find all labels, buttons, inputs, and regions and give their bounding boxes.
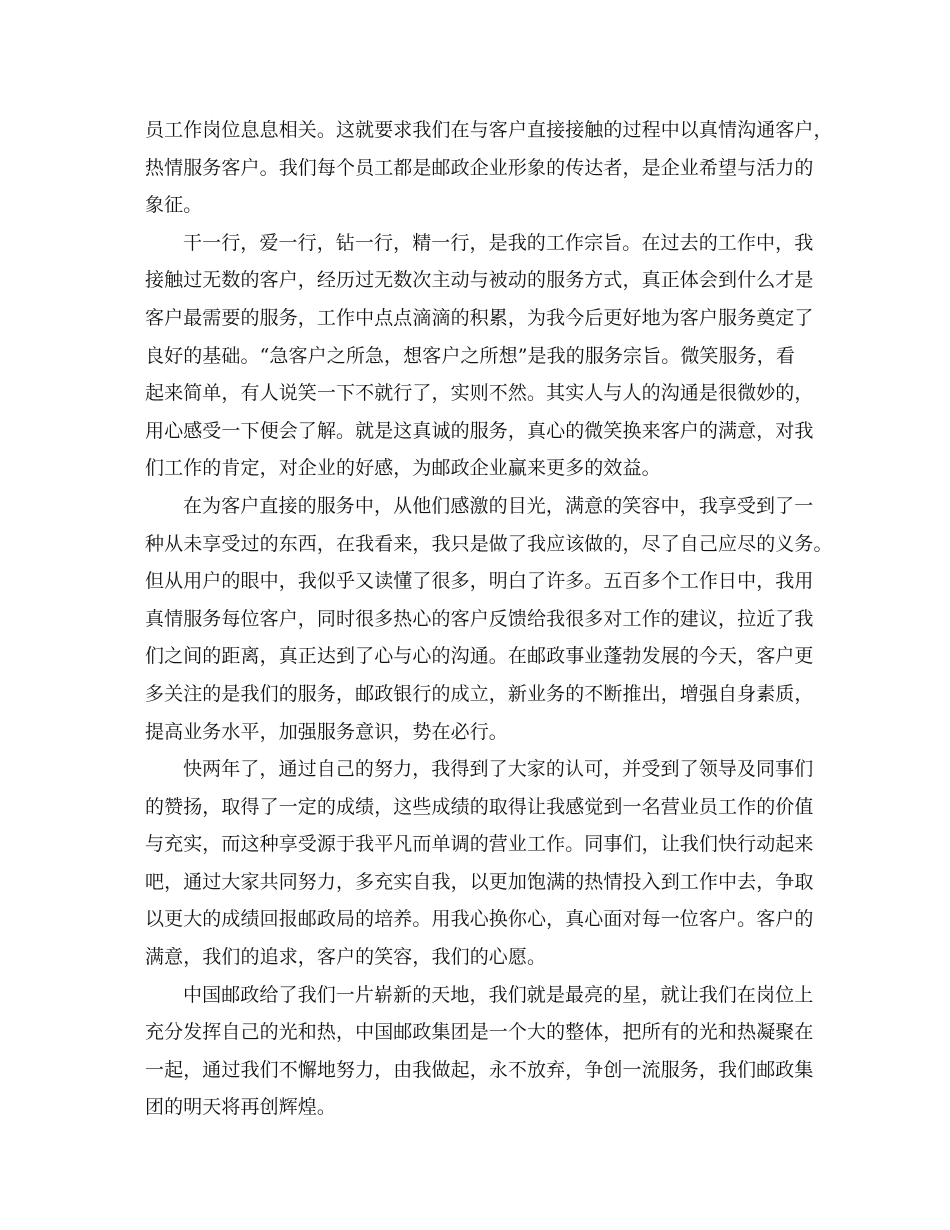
text-line: 用心感受一下便会了解。就是这真诚的服务，真心的微笑换来客户的满意，对我	[145, 419, 814, 442]
text-line: 满意，我们的追求，客户的笑容，我们的心愿。	[145, 946, 547, 969]
text-line: 充分发挥自己的光和热，中国邮政集团是一个大的整体，把所有的光和热凝聚在	[145, 1021, 814, 1044]
paragraph-5	[145, 977, 815, 1127]
text-line: 真情服务每位客户，同时很多热心的客户反馈给我很多对工作的建议，拉近了我	[145, 607, 814, 630]
text-line: 中国邮政给了我们一片崭新的天地，我们就是最亮的星，就让我们在岗位上	[183, 983, 814, 1006]
text-line: 提高业务水平，加强服务意识，势在必行。	[145, 720, 508, 743]
text-line: 们之间的距离，真正达到了心与心的沟通。在邮政事业蓬勃发展的今天，客户更	[145, 645, 814, 668]
text-line: 与充实，而这种享受源于我平凡而单调的营业工作。同事们，让我们快行动起来	[145, 833, 814, 856]
text-line: 但从用户的眼中，我似乎又读懂了很多，明白了许多。五百多个工作日中，我用	[145, 570, 814, 593]
text-line: 接触过无数的客户，经历过无数次主动与被动的服务方式，真正体会到什么才是	[145, 269, 814, 292]
text-line: 快两年了，通过自己的努力，我得到了大家的认可，并受到了领导及同事们	[183, 758, 814, 781]
text-line: 起来简单，有人说笑一下不就行了，实则不然。其实人与人的沟通是很微妙的，	[145, 382, 814, 405]
text-line: 在为客户直接的服务中，从他们感激的目光，满意的笑容中，我享受到了一	[183, 494, 814, 517]
text-line: 多关注的是我们的服务，邮政银行的成立，新业务的不断推出，增强自身素质，	[145, 682, 814, 705]
text-line: 一起，通过我们不懈地努力，由我做起，永不放弃，争创一流服务，我们邮政集	[145, 1058, 814, 1081]
paragraph-1	[145, 112, 833, 225]
paragraph-3	[145, 488, 833, 751]
text-line: 良好的基础。“急客户之所急，想客户之所想”是我的服务宗旨。微笑服务，看	[145, 344, 795, 367]
document-body	[145, 112, 833, 1127]
paragraph-2	[145, 225, 815, 488]
text-line: 客户最需要的服务，工作中点点滴滴的积累，为我今后更好地为客户服务奠定了	[145, 306, 814, 329]
text-line: 象征。	[145, 194, 203, 217]
text-line: 以更大的成绩回报邮政局的培养。用我心换你心，真心面对每一位客户。客户的	[145, 908, 814, 931]
text-line: 们工作的肯定，对企业的好感，为邮政企业赢来更多的效益。	[145, 457, 661, 480]
paragraph-4	[145, 751, 815, 977]
text-line: 的赞扬，取得了一定的成绩，这些成绩的取得让我感觉到一名营业员工作的价值	[145, 795, 814, 818]
text-line: 种从未享受过的东西，在我看来，我只是做了我应该做的，尽了自己应尽的义务。	[145, 532, 833, 555]
text-line: 员工作岗位息息相关。这就要求我们在与客户直接接触的过程中以真情沟通客户，	[145, 119, 833, 141]
text-line: 干一行，爱一行，钻一行，精一行，是我的工作宗旨。在过去的工作中，我	[183, 231, 814, 254]
text-line: 吧，通过大家共同努力，多充实自我，以更加饱满的热情投入到工作中去，争取	[145, 870, 814, 893]
text-line: 团的明天将再创辉煌。	[145, 1096, 337, 1119]
text-line: 热情服务客户。我们每个员工都是邮政企业形象的传达者，是企业希望与活力的	[145, 156, 814, 179]
